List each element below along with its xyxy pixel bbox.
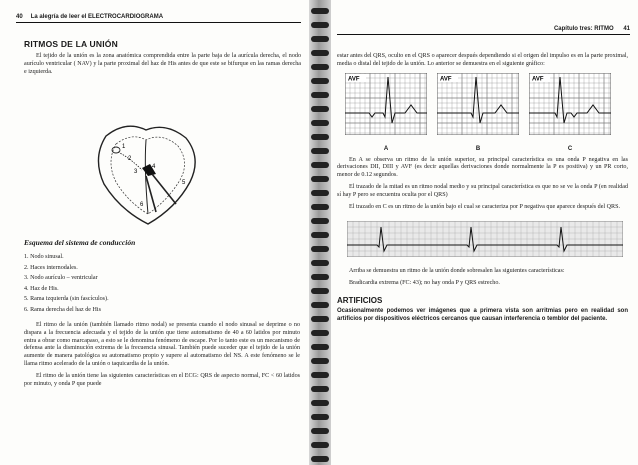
right-running-head (337, 26, 630, 35)
spiral-ring-icon (311, 400, 329, 406)
spiral-ring-icon (311, 442, 329, 448)
list-item: 3. Nodo aurículo – ventricular (24, 275, 98, 281)
conduction-list (24, 252, 294, 315)
figure-caption: Esquema del sistema de conducción (24, 238, 136, 247)
spiral-ring-icon (311, 302, 329, 308)
spiral-ring-icon (311, 218, 329, 224)
spiral-ring-icon (311, 358, 329, 364)
spiral-ring-icon (311, 22, 329, 28)
ecg-lead-label-a: AVF (348, 76, 360, 83)
chapter-title: Capítulo tres: RITMO (553, 26, 614, 32)
spiral-ring-icon (311, 204, 329, 210)
spiral-ring-icon (311, 162, 329, 168)
spiral-ring-icon (311, 36, 329, 42)
paragraph-trace-c: El trazado en C es un ritmo de la unión bajo el cual se caracteriza por P negativa que aparece después del QRS. (349, 203, 621, 210)
junctional-rhythm-paragraph: El ritmo de la unión (también llamado ritmo nodal) se presenta cuando el nodo sinusal se deprime o no dispara a la frecuencia adecuada y el tejido de la unión que tiene automatismo de 40 a 60 latidos por minuto entra a obrar como marcapaso, a esto se le denomina fenómeno de escape. Por lo tanto este es un mecanismo de defensa ante la disminución extrema de la frecuencia sinusal. También puede suceder que el tejido de la unión aumente de manera patológica su automatismo propio y supere al automatismo del NS. A este fenómeno se le llama ritmo acelerado de la unión o taquicardia de la unión. (24, 322, 300, 367)
list-item: 4. Haz de His. (24, 285, 59, 292)
spiral-ring-icon (311, 120, 329, 126)
spiral-ring-icon (311, 176, 329, 182)
spiral-ring-icon (311, 190, 329, 196)
ecg-caption-a: A (383, 145, 389, 152)
left-page-number: 40 (16, 14, 23, 20)
paragraph-trace-b: El trazado de la mitad es un ritmo nodal medio y su principal característica es que no se ve la onda P (en realidad sí hay P pero se encuentra oculta por el QRS) (337, 183, 628, 198)
spiral-ring-icon (311, 148, 329, 154)
spiral-ring-icon (311, 246, 329, 252)
spiral-ring-icon (311, 386, 329, 392)
list-item: 2. Haces internodales. (24, 264, 78, 271)
spiral-ring-icon (311, 50, 329, 56)
ecg-panel-a (345, 73, 427, 152)
diagram-label-4: 4 (152, 164, 156, 170)
ecg-caption-c: C (567, 145, 573, 152)
spiral-ring-icon (311, 260, 329, 266)
artifacts-title: ARTIFICIOS (337, 295, 383, 305)
ecg-caption-b: B (475, 145, 481, 152)
strip-description-paragraph: Arriba se demuestra un ritmo de la unión donde sobresalen las siguientes características: (349, 268, 565, 275)
spiral-ring-icon (311, 92, 329, 98)
left-running-head (16, 14, 301, 23)
diagram-label-1: 1 (122, 144, 126, 150)
spiral-ring-icon (311, 134, 329, 140)
ecg-grid-b (437, 73, 519, 135)
spiral-ring-icon (311, 288, 329, 294)
list-item: 5. Rama izquierda (sin fascículos). (24, 296, 109, 302)
ecg-panel-b (437, 73, 519, 152)
left-body-text (24, 322, 300, 392)
rhythm-strip (347, 221, 623, 257)
paragraph-trace-a: En A se observa un ritmo de la unión superior, su principal característica es una onda P negativa en las derivaciones DII, DIII y AVF (es decir aquellas derivaciones donde normalmente la P es positiva) y un PR corto, menor de 0.12 segundos. (337, 156, 628, 179)
spiral-ring-icon (311, 274, 329, 280)
conduction-system-diagram (86, 118, 206, 228)
ecg-grid-a (345, 73, 427, 135)
ecg-lead-label-b: AVF (440, 76, 452, 83)
ecg-characteristics-paragraph: El ritmo de la unión tiene las siguientes características en el ECG: QRS de aspecto normal, FC < 60 latidos por minuto, y onda P que puede (24, 372, 300, 387)
spiral-ring-icon (311, 78, 329, 84)
spiral-ring-icon (311, 372, 329, 378)
spiral-ring-icon (311, 344, 329, 350)
spiral-ring-icon (311, 64, 329, 70)
diagram-label-6: 6 (140, 202, 144, 208)
intro-paragraph: El tejido de la unión es la zona anatómica comprendida entre la parte baja de la aurícula derecha, el nodo aurículo ventricular ( NAV) y la parte proximal del haz de His antes de que este se bifurque en las ramas derecha e izquierda. (24, 53, 301, 75)
spiral-ring-icon (311, 316, 329, 322)
spiral-ring-icon (311, 428, 329, 434)
spiral-ring-icon (311, 456, 329, 462)
list-item: 1. Nodo sinusal. (24, 254, 64, 260)
list-item: 6. Rama derecha del haz de His (24, 306, 101, 313)
right-page-number: 41 (623, 26, 630, 32)
ecg-panel-c (529, 73, 611, 152)
diagram-label-2: 2 (128, 156, 132, 162)
spiral-ring-icon (311, 106, 329, 112)
spiral-ring-icon (311, 330, 329, 336)
left-page (0, 0, 309, 465)
ecg-lead-label-c: AVF (532, 76, 544, 83)
strip-characteristics-paragraph: Bradicardia extrema (FC: 43); no hay onda P y QRS estrecho. (349, 280, 500, 287)
ecg-grid-c (529, 73, 611, 135)
spiral-ring-icon (311, 232, 329, 238)
spiral-ring-icon (311, 414, 329, 420)
right-intro-paragraph: estar antes del QRS, oculto en el QRS o aparecer después dependiendo si el origen del impulso es en la parte proximal, media o distal del tejido de la unión. Lo anterior se demuestra en el siguiente gráfico: (337, 53, 628, 67)
section-title: RITMOS DE LA UNIÓN (24, 39, 118, 49)
book-title: La alegría de leer el ELECTROCARDIOGRAMA (30, 14, 164, 20)
ecg-panels (345, 73, 628, 152)
right-page (331, 0, 638, 465)
left-bundle-branch (152, 174, 176, 204)
spiral-binding (309, 0, 331, 465)
artifacts-paragraph: Ocasionalmente podemos ver imágenes que a primera vista son arritmias pero en realidad son artificios por dispositivos eléctricos cercanos que causan interferencia o temblor del paciente. (337, 307, 628, 322)
diagram-label-3: 3 (134, 169, 138, 175)
spiral-ring-icon (311, 8, 329, 14)
diagram-label-5: 5 (182, 180, 186, 186)
